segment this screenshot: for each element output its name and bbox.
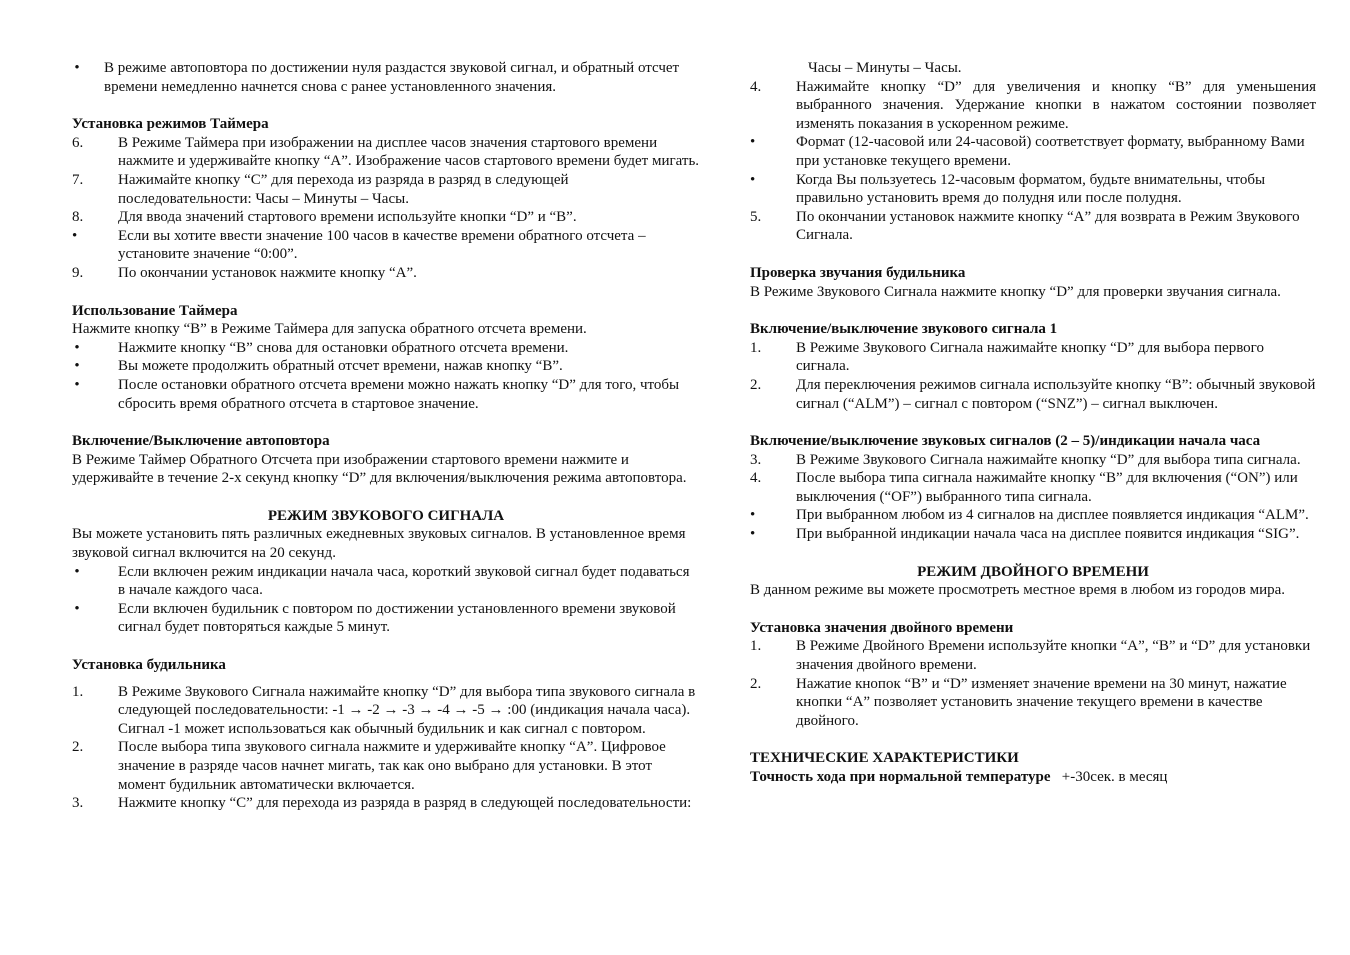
continuation-text: Часы – Минуты – Часы.	[808, 60, 962, 76]
item-number: 1.	[750, 339, 762, 356]
list-item	[72, 227, 700, 264]
timer-use-bullets	[72, 339, 700, 413]
item-number: 2.	[72, 739, 84, 756]
item-bullet: •	[750, 507, 756, 524]
bullet-text: В режиме автоповтора по достижении нуля раздастся звуковой сигнал, и обратный отсчет времени немедленно начнется снова с ранее установленного значения.	[104, 60, 680, 95]
list-item	[750, 451, 1316, 470]
item-number: 1.	[750, 638, 762, 655]
dual-mode-text: В данном режиме вы можете просмотреть местное время в любом из городов мира.	[750, 582, 1286, 599]
alarm-setup-continued-list	[750, 78, 1316, 245]
alarm1-toggle-list	[750, 339, 1316, 413]
item-text: Нажимайте кнопку “C” для перехода из разряда в разряд в следующей последовательности: Часы – Минуты – Часы.	[118, 171, 569, 207]
item-number: 1.	[72, 683, 84, 700]
list-item	[72, 794, 700, 813]
item-text: Нажатие кнопок “B” и “D” изменяет значение времени на 30 минут, нажатие кнопки “A” позволяет установить значение текущего времени в качестве двойного.	[796, 675, 1287, 729]
item-number: 6.	[72, 134, 84, 151]
item-number: 9.	[72, 264, 84, 281]
item-text: Вы можете продолжить обратный отсчет времени, нажав кнопку “B”.	[118, 358, 563, 375]
item-number: 4.	[750, 78, 762, 95]
list-item	[72, 357, 700, 376]
item-text: Если вы хотите ввести значение 100 часов в качестве времени обратного отсчета – установите значение “0:00”.	[118, 227, 646, 263]
item-text: Нажмите кнопку “B” снова для остановки обратного отсчета времени.	[118, 339, 569, 356]
list-item	[72, 264, 700, 283]
spec-label: Точность хода при нормальной температуре	[750, 769, 1051, 785]
list-item	[72, 600, 700, 637]
dual-mode-heading: РЕЖИМ ДВОЙНОГО ВРЕМЕНИ	[917, 563, 1149, 580]
bullet-marker	[72, 59, 82, 78]
item-text: После выбора типа сигнала нажимайте кнопку “B” для включения (“ON”) или выключения (“OF”) выбранного типа сигнала.	[796, 470, 1298, 505]
timer-setup-heading: Установка режимов Таймера	[72, 116, 269, 133]
bullet-marker	[72, 339, 82, 358]
item-text: При выбранном любом из 4 сигналов на дисплее появляется индикация “ALM”.	[796, 507, 1309, 524]
item-number: 3.	[750, 451, 762, 468]
bullet-marker	[72, 357, 82, 376]
item-text: В Режиме Звукового Сигнала нажимайте кнопку “D” для выбора типа звукового сигнала в следующей последовательности: -1 → -2 → -3 → -4 → -5 → :00 (индикация начала часа).	[118, 683, 696, 719]
list-item	[750, 376, 1316, 413]
list-item	[72, 134, 700, 171]
item-text: В Режиме Звукового Сигнала нажимайте кнопку “D” для выбора первого сигнала.	[796, 339, 1264, 375]
alarms-toggle-heading: Включение/выключение звуковых сигналов (2 – 5)/индикации начала часа	[750, 433, 1261, 450]
timer-use-intro: Нажмите кнопку “B” в Режиме Таймера для запуска обратного отсчета времени.	[72, 321, 587, 338]
bullet-marker	[72, 376, 82, 395]
alarm-setup-heading: Установка будильника	[72, 657, 226, 674]
item-text: Для переключения режимов сигнала используйте кнопку “B”: обычный звуковой сигнал (“ALM”) – сигнал с повтором (“SNZ”) – сигнал выключен.	[796, 376, 1316, 412]
item-number: 8.	[72, 209, 84, 226]
item-number: 5.	[750, 208, 762, 225]
spec-value: +-30сек. в месяц	[1061, 769, 1168, 785]
item-text: Когда Вы пользуетесь 12-часовым форматом, будьте внимательны, чтобы правильно установить время до полудня или после полудня.	[796, 171, 1266, 207]
item-text: В Режиме Звукового Сигнала нажимайте кнопку “D” для выбора типа сигнала.	[796, 451, 1301, 468]
specs-heading: ТЕХНИЧЕСКИЕ ХАРАКТЕРИСТИКИ	[750, 750, 1019, 767]
list-item	[750, 171, 1316, 208]
list-item	[750, 469, 1316, 506]
list-item	[750, 133, 1316, 170]
item-text: В Режиме Таймера при изображении на дисплее часов значения стартового времени нажмите и удерживайте кнопку “A”. Изображение часов стартового времени будет мигать.	[118, 134, 700, 170]
item-number: 4.	[750, 470, 762, 487]
item-number: 2.	[750, 376, 762, 393]
list-item	[750, 525, 1316, 544]
list-item	[750, 78, 1316, 134]
list-item	[72, 683, 700, 739]
alarm-mode-text: Вы можете установить пять различных ежедневных звуковых сигналов. В установленное время звуковой сигнал включится на 20 секунд.	[72, 526, 686, 562]
item-bullet: •	[750, 134, 756, 151]
alarm-mode-bullets	[72, 563, 700, 637]
item-text: Нажмите кнопку “C” для перехода из разряда в разряд в следующей последовательности:	[118, 795, 692, 812]
timer-setup-list	[72, 134, 700, 283]
list-item	[750, 339, 1316, 376]
item-text: Для ввода значений стартового времени используйте кнопки “D” и “B”.	[118, 209, 577, 226]
item-text: После выбора типа звукового сигнала нажмите и удерживайте кнопку “A”. Цифровое значение в разряде часов начнет мигать, так как оно выбрано для установки. В этот момент будильник автоматически включается.	[118, 739, 666, 793]
right-column	[750, 59, 1316, 787]
list-item	[750, 637, 1316, 674]
list-item	[72, 339, 700, 358]
item-text: По окончании установок нажмите кнопку “A”.	[118, 264, 417, 281]
dual-setup-heading: Установка значения двойного времени	[750, 619, 1014, 636]
alarm-setup-list	[72, 683, 700, 813]
item-text: Если включен будильник с повтором по достижении установленного времени звуковой сигнал будет повторяться каждые 5 минут.	[118, 600, 676, 636]
timer-use-heading: Использование Таймера	[72, 302, 238, 319]
left-column	[72, 59, 700, 813]
list-item	[72, 208, 700, 227]
list-item	[72, 171, 700, 208]
autorepeat-text: В Режиме Таймер Обратного Отсчета при изображении стартового времени нажмите и удерживайте в течение 2-х секунд кнопку “D” для включения/выключения режима автоповтора.	[72, 451, 687, 487]
autorepeat-heading: Включение/Выключение автоповтора	[72, 433, 330, 450]
alarm-mode-heading: РЕЖИМ ЗВУКОВОГО СИГНАЛА	[267, 507, 505, 524]
list-item	[72, 376, 700, 413]
item-text: После остановки обратного отсчета времени можно нажать кнопку “D” для того, чтобы сбросить время обратного отсчета в стартовое значение.	[118, 376, 680, 412]
alarms-toggle-list	[750, 451, 1316, 544]
bullet-marker	[72, 563, 82, 582]
alarm-check-heading: Проверка звучания будильника	[750, 264, 966, 281]
item-number: 7.	[72, 171, 84, 188]
item-bullet: •	[750, 171, 756, 188]
list-item	[72, 563, 700, 600]
list-item	[750, 208, 1316, 245]
alarm1-toggle-heading: Включение/выключение звукового сигнала 1	[750, 321, 1058, 338]
list-item	[750, 506, 1316, 525]
item-number: 2.	[750, 675, 762, 692]
dual-setup-list	[750, 637, 1316, 730]
bullet-marker	[72, 600, 82, 619]
alarm-check-text: В Режиме Звукового Сигнала нажмите кнопку “D” для проверки звучания сигнала.	[750, 283, 1281, 300]
item-bullet: •	[72, 227, 78, 244]
autorepeat-bullet	[72, 59, 700, 96]
item-bullet: •	[750, 526, 756, 543]
list-item	[72, 738, 700, 794]
spec-row	[750, 768, 1316, 787]
item-number: 3.	[72, 795, 84, 812]
item-text: Если включен режим индикации начала часа, короткий звуковой сигнал будет подаваться в начале каждого часа.	[118, 563, 690, 599]
item-text: Нажимайте кнопку “D” для увеличения и кнопку “B” для уменьшения выбранного значения. Удержание кнопки в нажатом состоянии позволяет изменять показания в ускоренном режиме.	[796, 78, 1316, 132]
item-text: При выбранной индикации начала часа на дисплее появится индикация “SIG”.	[796, 526, 1300, 543]
list-item	[750, 675, 1316, 731]
item-text: В Режиме Двойного Времени используйте кнопки “A”, “B” и “D” для установки значения двойного времени.	[796, 638, 1311, 674]
item-text: По окончании установок нажмите кнопку “A” для возврата в Режим Звукового Сигнала.	[796, 208, 1300, 244]
item-note: Сигнал -1 может использоваться как обычный будильник и как сигнал с повтором.	[118, 720, 646, 737]
item-text: Формат (12-часовой или 24-часовой) соответствует формату, выбранному Вами при установке текущего времени.	[796, 134, 1305, 169]
